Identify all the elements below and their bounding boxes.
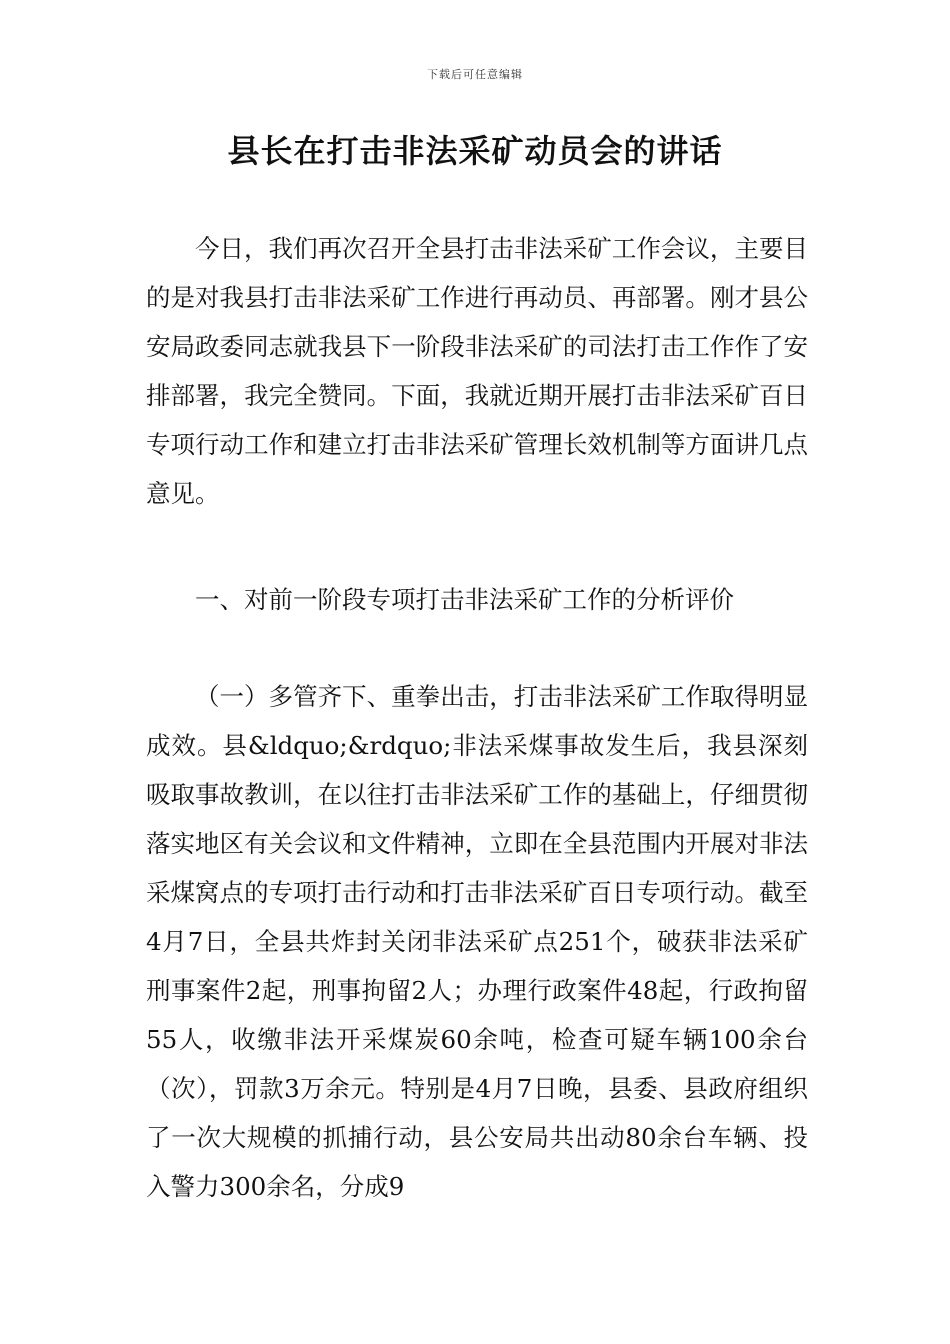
section-heading-1: 一、对前一阶段专项打击非法采矿工作的分析评价 (195, 585, 734, 614)
paragraph-results: （一）多管齐下、重拳出击，打击非法采矿工作取得明显成效。县&ldquo;&rdquo;非法采煤事故发生后，我县深刻吸取事故教训，在以往打击非法采矿工作的基础上，仔细贯彻落实地区有关会议和文件精神，立即在全县范围内开展对非法采煤窝点的专项打击行动和打击非法采矿百日专项行动。截至4月7日，全县共炸封关闭非法采矿点251个，破获非法采矿刑事案件2起，刑事拘留2人；办理行政案件48起，行政拘留55人，收缴非法开采煤炭60余吨，检查可疑车辆100余台（次），罚款3万余元。特别是4月7日晚，县委、县政府组织了一次大规模的抓捕行动，县公安局共出动80余台车辆、投入警力300余名，分成9 (146, 682, 808, 1201)
header-note: 下载后可任意编辑 (427, 68, 523, 81)
document-title: 县长在打击非法采矿动员会的讲话 (227, 132, 723, 170)
paragraph-intro: 今日，我们再次召开全县打击非法采矿工作会议，主要目的是对我县打击非法采矿工作进行再动员、再部署。刚才县公安局政委同志就我县下一阶段非法采矿的司法打击工作作了安排部署，我完全赞同。下面，我就近期开展打击非法采矿百日专项行动工作和建立打击非法采矿管理长效机制等方面讲几点意见。 (146, 234, 808, 508)
